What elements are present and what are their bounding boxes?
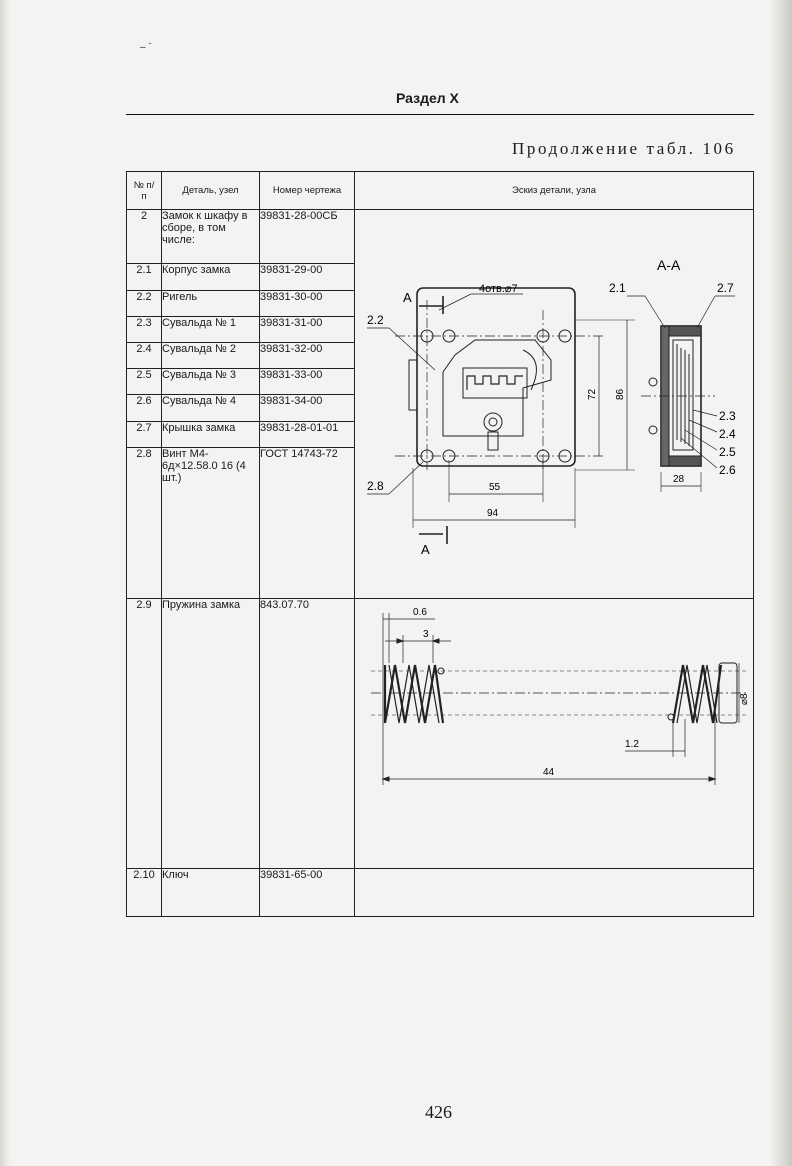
row-part: Ригель bbox=[162, 290, 260, 316]
dim-wire: 0.6 bbox=[413, 607, 427, 618]
section-label: A-A bbox=[657, 257, 681, 273]
row-num: 2.4 bbox=[127, 342, 162, 368]
row-part: Винт М4-6д×12.58.0 16 (4 шт.) bbox=[162, 447, 260, 598]
row-part: Ключ bbox=[162, 869, 260, 917]
callout-2-5: 2.5 bbox=[719, 445, 736, 459]
section-title: Раздел X bbox=[396, 90, 459, 106]
row-drawing: 39831-34-00 bbox=[260, 395, 355, 421]
row-num: 2.5 bbox=[127, 369, 162, 395]
dim-end-gap: 1.2 bbox=[625, 739, 639, 750]
row-drawing: 39831-30-00 bbox=[260, 290, 355, 316]
row-part: Пружина замка bbox=[162, 599, 260, 869]
row-num: 2.8 bbox=[127, 447, 162, 598]
dim-length: 44 bbox=[543, 767, 555, 778]
page-edge-left bbox=[0, 0, 10, 1166]
parts-table bbox=[126, 171, 754, 917]
lock-assembly-drawing bbox=[355, 210, 753, 598]
callout-2-1: 2.1 bbox=[609, 281, 626, 295]
callout-2-6: 2.6 bbox=[719, 463, 736, 477]
callout-2-4: 2.4 bbox=[719, 427, 736, 441]
dim-diameter: ⌀8 bbox=[739, 693, 750, 705]
table-header-row bbox=[127, 172, 754, 210]
scan-mark: ‒ ˉ bbox=[140, 42, 152, 53]
dim-outer-width: 94 bbox=[487, 508, 499, 519]
spring-drawing bbox=[355, 599, 753, 867]
row-num: 2.9 bbox=[127, 599, 162, 869]
row-part: Крышка замка bbox=[162, 421, 260, 447]
row-part: Корпус замка bbox=[162, 264, 260, 290]
row-drawing: 39831-31-00 bbox=[260, 316, 355, 342]
row-drawing: 39831-32-00 bbox=[260, 342, 355, 368]
row-num: 2.7 bbox=[127, 421, 162, 447]
col-header-drawing: Номер чертежа bbox=[260, 172, 355, 210]
lock-sketch-cell bbox=[355, 210, 754, 599]
row-drawing: ГОСТ 14743-72 bbox=[260, 447, 355, 598]
row-num: 2.6 bbox=[127, 395, 162, 421]
row-drawing: 39831-29-00 bbox=[260, 264, 355, 290]
callout-2-7: 2.7 bbox=[717, 281, 734, 295]
row-num: 2.10 bbox=[127, 869, 162, 917]
dim-pitch: 3 bbox=[423, 629, 429, 640]
row-num: 2.1 bbox=[127, 264, 162, 290]
dim-inner-height: 72 bbox=[587, 388, 598, 400]
col-header-part: Деталь, узел bbox=[162, 172, 260, 210]
dim-outer-height: 86 bbox=[615, 388, 626, 400]
row-drawing: 39831-65-00 bbox=[260, 869, 355, 917]
table-row bbox=[127, 210, 754, 264]
table-row bbox=[127, 869, 754, 917]
row-drawing: 39831-33-00 bbox=[260, 369, 355, 395]
cut-mark-top: A bbox=[403, 290, 412, 305]
callout-2-3: 2.3 bbox=[719, 409, 736, 423]
row-part: Сувальда № 4 bbox=[162, 395, 260, 421]
cut-mark-bottom: A bbox=[421, 542, 430, 557]
page-edge-right bbox=[770, 0, 792, 1166]
row-drawing: 843.07.70 bbox=[260, 599, 355, 869]
row-drawing: 39831-28-01-01 bbox=[260, 421, 355, 447]
table-continuation-title: Продолжение табл. 106 bbox=[512, 139, 736, 158]
row-num: 2.3 bbox=[127, 316, 162, 342]
callout-2-8: 2.8 bbox=[367, 479, 384, 493]
header-rule bbox=[126, 114, 754, 115]
col-header-sketch: Эскиз детали, узла bbox=[355, 172, 754, 210]
holes-label: 4отв.⌀7 bbox=[479, 283, 518, 295]
row-part: Сувальда № 1 bbox=[162, 316, 260, 342]
page-number: 426 bbox=[425, 1102, 452, 1122]
dim-depth: 28 bbox=[673, 474, 685, 485]
key-sketch-cell bbox=[355, 869, 754, 917]
col-header-num: № п/п bbox=[127, 172, 162, 210]
row-part: Сувальда № 2 bbox=[162, 342, 260, 368]
row-drawing: 39831-28-00СБ bbox=[260, 210, 355, 264]
table-row bbox=[127, 599, 754, 869]
callout-2-2: 2.2 bbox=[367, 313, 384, 327]
dim-inner-width: 55 bbox=[489, 482, 501, 493]
row-part: Сувальда № 3 bbox=[162, 369, 260, 395]
row-part: Замок к шкафу в сборе, в том числе: bbox=[162, 210, 260, 264]
row-num: 2 bbox=[127, 210, 162, 264]
spring-sketch-cell bbox=[355, 599, 754, 869]
row-num: 2.2 bbox=[127, 290, 162, 316]
